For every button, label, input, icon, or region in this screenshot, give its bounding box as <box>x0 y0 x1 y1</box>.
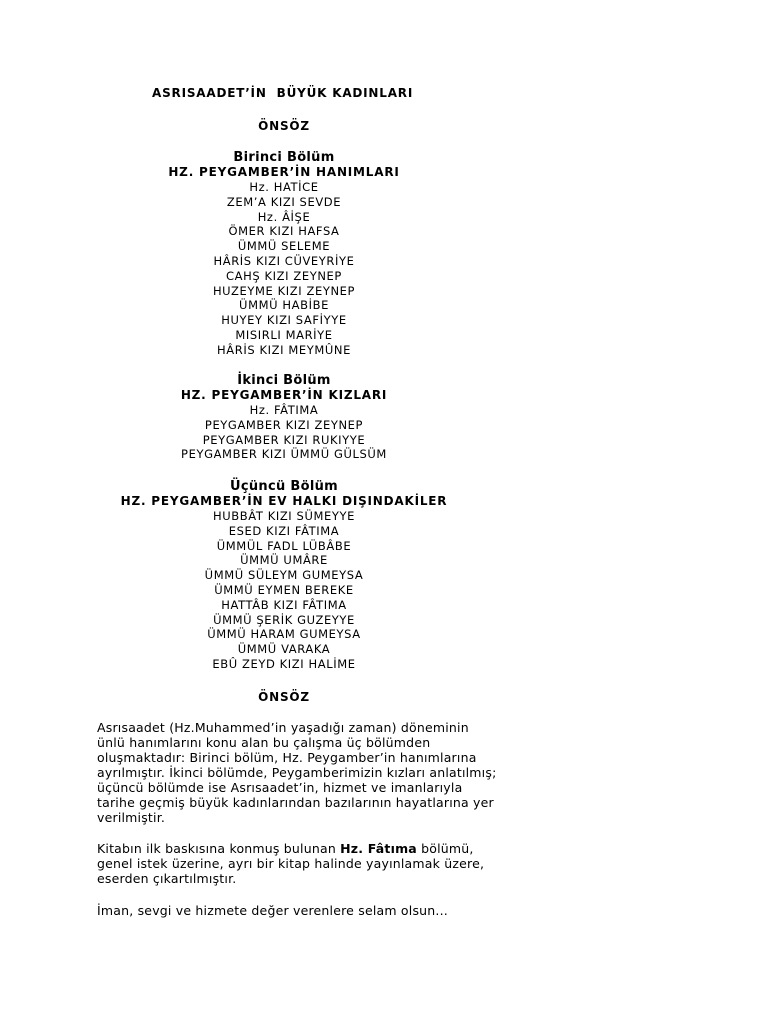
list-item: CAHŞ KIZI ZEYNEP <box>226 268 342 283</box>
list-item: HATTÂB KIZI FÂTIMA <box>221 597 347 612</box>
section-1-name: Birinci Bölüm <box>233 150 335 165</box>
preface-heading: ÖNSÖZ <box>258 690 310 704</box>
section-3-items <box>0 509 568 672</box>
preface-paragraph-2-end: bölümü, genel istek üzerine, ayrı bir kitap halinde yayınlamak üzere, eserden çıkartılmıştır. <box>97 841 485 886</box>
section-3 <box>0 480 568 672</box>
list-item: ÜMMÜ UMÂRE <box>240 553 328 568</box>
section-2-name: İkinci Bölüm <box>237 373 331 388</box>
preface-paragraph-2-start: Kitabın ilk baskısına konmuş bulunan <box>97 841 341 856</box>
list-item: PEYGAMBER KIZI RUKIYYE <box>202 432 366 447</box>
list-item: ÜMMÜ SÜLEYM GUMEYSA <box>204 568 364 583</box>
section-3-name: Üçüncü Bölüm <box>230 479 338 494</box>
list-item: HUBBÂT KIZI SÜMEYYE <box>213 509 355 523</box>
list-item: ÖMER KIZI HAFSA <box>228 224 340 239</box>
preface-paragraph-1: Asrısaadet (Hz.Muhammed’in yaşadığı zaman) döneminin ünlü hanımlarını konu alan bu çalışma üç bölümden oluşmaktadır: Birinci bölüm, Hz. Peygamber’in hanımlarına ayrılmıştır. İkinci bölümde, Peygamberimizin kızları anlatılmış; üçüncü bölümde ise Asrısaadet’in, hizmet ve imanlarıyla tarihe geçmiş büyük kadınlarından bazılarının hayatlarına yer verilmiştir. <box>97 720 497 825</box>
list-item: HUYEY KIZI SAFİYYE <box>221 313 347 328</box>
list-item: MISIRLI MARİYE <box>235 327 333 342</box>
list-item: Hz. HATİCE <box>249 180 319 194</box>
section-1 <box>0 151 568 358</box>
list-item: Hz. ÂİŞE <box>257 209 311 224</box>
list-item: ÜMMÜ SELEME <box>237 239 331 254</box>
section-2-title: HZ. PEYGAMBER’İN KIZLARI <box>180 388 388 402</box>
book-title: ASRISAADET’İN BÜYÜK KADINLARI <box>152 86 414 100</box>
section-3-title: HZ. PEYGAMBER’İN EV HALKI DIŞINDAKİLER <box>120 494 448 508</box>
section-2-items <box>0 403 568 462</box>
list-item: ESED KIZI FÂTIMA <box>228 523 340 538</box>
list-item: ZEM’A KIZI SEVDE <box>226 194 342 209</box>
list-item: HUZEYME KIZI ZEYNEP <box>212 283 356 298</box>
list-item: ÜMMÜL FADL LÜBÂBE <box>216 538 352 553</box>
preface-paragraph-2 <box>97 841 497 886</box>
list-item: PEYGAMBER KIZI ZEYNEP <box>204 417 364 432</box>
list-item: ÜMMÜ ŞERİK GUZEYYE <box>213 612 355 627</box>
preface-paragraph-2-bold: Hz. Fâtıma <box>340 841 417 856</box>
list-item: ÜMMÜ VARAKA <box>237 642 331 657</box>
list-item: HÂRİS KIZI CÜVEYRİYE <box>213 253 355 268</box>
list-item: ÜMMÜ EYMEN BEREKE <box>214 582 354 597</box>
section-2 <box>0 374 568 462</box>
section-1-items <box>0 180 568 358</box>
list-item: Hz. FÂTIMA <box>249 403 319 417</box>
list-item: HÂRİS KIZI MEYMÛNE <box>217 342 351 357</box>
preface-paragraph-3: İman, sevgi ve hizmete değer verenlere selam olsun... <box>97 903 448 918</box>
list-item: PEYGAMBER KIZI ÜMMÜ GÜLSÜM <box>181 447 387 462</box>
section-1-title: HZ. PEYGAMBER’İN HANIMLARI <box>168 165 400 179</box>
list-item: EBÛ ZEYD KIZI HALİME <box>212 656 356 671</box>
list-item: ÜMMÜ HARAM GUMEYSA <box>207 627 361 642</box>
list-item: ÜMMÜ HABİBE <box>239 298 329 313</box>
toc-preface-heading: ÖNSÖZ <box>258 119 310 133</box>
